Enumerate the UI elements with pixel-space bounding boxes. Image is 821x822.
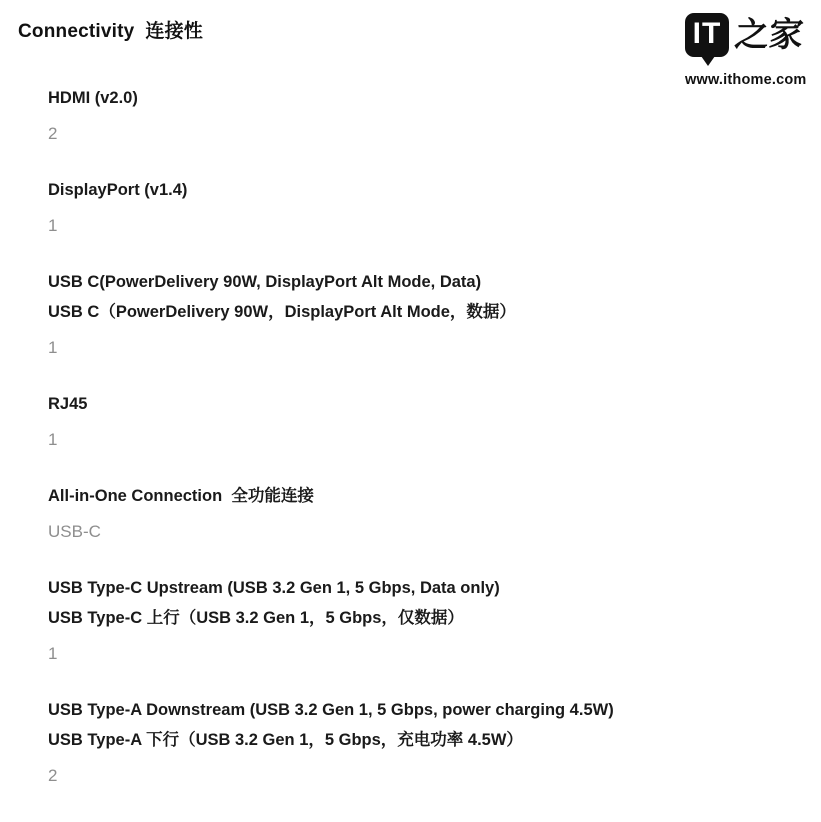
- spec-section-usb-c: [48, 267, 821, 359]
- page-title: Connectivity 连接性: [18, 21, 203, 42]
- spec-label-zh: USB Type-C 上行（USB 3.2 Gen 1，5 Gbps，仅数据）: [48, 609, 464, 627]
- spec-label: DisplayPort (v1.4): [48, 181, 188, 199]
- spec-label-en: USB C(PowerDelivery 90W, DisplayPort Alt Mode, Data): [48, 273, 482, 291]
- spec-label-zh: USB C（PowerDelivery 90W，DisplayPort Alt Mode，数据）: [48, 303, 516, 321]
- spec-label-zh: USB Type-A 下行（USB 3.2 Gen 1，5 Gbps，充电功率 4.5W）: [48, 731, 523, 749]
- spec-value: 1: [48, 430, 58, 449]
- spec-value: 2: [48, 766, 58, 785]
- spec-label: All-in-One Connection 全功能连接: [48, 487, 314, 505]
- spec-label-en: USB Type-A Downstream (USB 3.2 Gen 1, 5 Gbps, power charging 4.5W): [48, 701, 614, 719]
- spec-value: USB-C: [48, 522, 101, 541]
- spec-label-en: USB Type-C Upstream (USB 3.2 Gen 1, 5 Gbps, Data only): [48, 579, 500, 597]
- spec-label: RJ45: [48, 395, 88, 413]
- spec-list: [18, 83, 821, 787]
- spec-section-hdmi: [48, 83, 821, 145]
- spec-section-rj45: [48, 389, 821, 451]
- spec-section-usb-type-c-upstream: [48, 573, 821, 665]
- speech-bubble-tail-icon: [701, 56, 715, 66]
- spec-value: 1: [48, 338, 58, 357]
- ithome-url: www.ithome.com: [685, 72, 807, 88]
- ithome-logo: [685, 10, 807, 88]
- spec-value: 1: [48, 644, 58, 663]
- ithome-logo-row: [685, 10, 806, 60]
- spec-value: 1: [48, 216, 58, 235]
- spec-label: HDMI (v2.0): [48, 89, 138, 107]
- spec-value: 2: [48, 124, 58, 143]
- ithome-it-text: IT: [692, 17, 722, 50]
- spec-section-displayport: [48, 175, 821, 237]
- spec-section-usb-type-a-downstream: [48, 695, 821, 787]
- spec-section-all-in-one: [48, 481, 821, 543]
- ithome-it-icon: [685, 13, 729, 57]
- ithome-zhijia-calligraphy: 之家: [732, 15, 806, 55]
